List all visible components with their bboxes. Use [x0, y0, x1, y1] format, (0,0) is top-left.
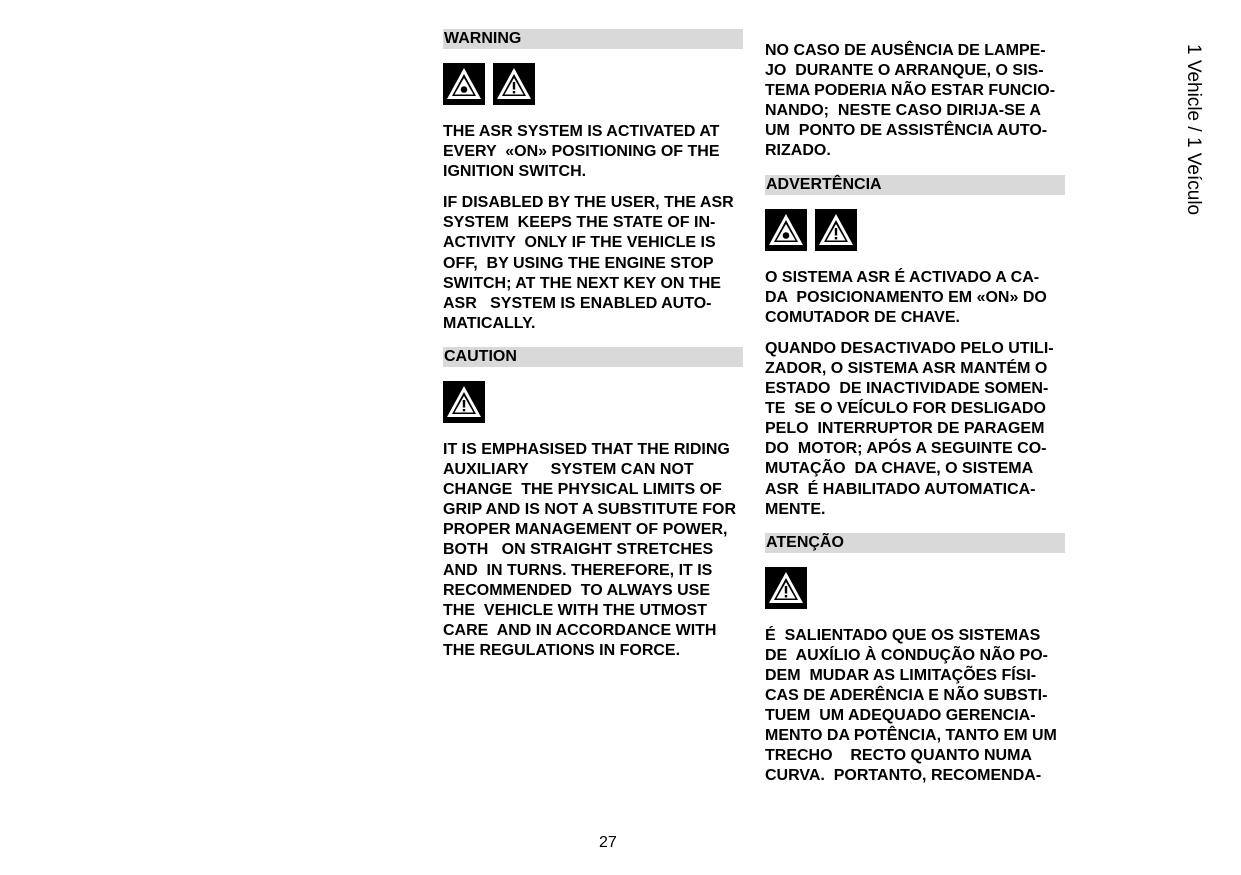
caution-heading: CAUTION	[443, 347, 743, 367]
intro-paragraph: NO CASO DE AUSÊNCIA DE LAMPE- JO DURANTE O ARRANQUE, O SIS- TEMA PODERIA NÃO ESTAR FUNCIO- NANDO; NESTE CASO DIRIJA-SE A UM PONTO DE ASSISTÊNCIA AUTO- RIZADO.	[765, 42, 1056, 160]
warning-paragraph-1: THE ASR SYSTEM IS ACTIVATED AT EVERY «ON» POSITIONING OF THE IGNITION SWITCH.	[443, 123, 720, 181]
warning-triangle-icon	[443, 381, 485, 423]
advertencia-paragraph-1: O SISTEMA ASR É ACTIVADO A CA- DA POSICIONAMENTO EM «ON» DO COMUTADOR DE CHAVE.	[765, 268, 1047, 326]
person-hazard-icon	[765, 209, 807, 251]
warning-heading: WARNING	[443, 29, 743, 49]
warning-icons	[443, 63, 743, 105]
warning-paragraph-2: IF DISABLED BY THE USER, THE ASR SYSTEM KEEPS THE STATE OF IN- ACTIVITY ONLY IF THE VEHICLE IS OFF, BY USING THE ENGINE STOP SWITCH; AT THE NEXT KEY ON THE ASR SYSTEM IS ENABLED AUTO- MATICALLY.	[443, 194, 734, 332]
warning-triangle-icon	[815, 209, 857, 251]
atencao-icons	[765, 567, 1065, 609]
caution-icons	[443, 381, 743, 423]
english-column	[443, 29, 743, 661]
page-number: 27	[599, 834, 617, 851]
chapter-side-label: 1 Vehicle / 1 Veículo	[1183, 44, 1204, 216]
warning-triangle-icon	[493, 63, 535, 105]
advertencia-paragraph-2: QUANDO DESACTIVADO PELO UTILI- ZADOR, O SISTEMA ASR MANTÉM O ESTADO DE INACTIVIDADE SOMEN- TE SE O VEÍCULO FOR DESLIGADO PELO INTERRUPTOR DE PARAGEM DO MOTOR; APÓS A SEGUINTE CO- MUTAÇÃO DA CHAVE, O SISTEMA ASR É HABILITADO AUTOMATICA- MENTE.	[765, 339, 1054, 518]
warning-triangle-icon	[765, 567, 807, 609]
advertencia-heading: ADVERTÊNCIA	[765, 175, 1065, 195]
person-hazard-icon	[443, 63, 485, 105]
advertencia-icons	[765, 209, 1065, 251]
atencao-paragraph: É SALIENTADO QUE OS SISTEMAS DE AUXÍLIO À CONDUÇÃO NÃO PO- DEM MUDAR AS LIMITAÇÕES FÍSI- CAS DE ADERÊNCIA E NÃO SUBSTI- TUEM UM ADEQUADO GERENCIA- MENTO DA POTÊNCIA, TANTO EM UM TRECHO RECTO QUANTO NUMA CURVA. PORTANTO, RECOMENDA-	[765, 626, 1057, 785]
atencao-heading: ATENÇÃO	[765, 533, 1065, 553]
portuguese-column	[765, 41, 1065, 786]
caution-paragraph: IT IS EMPHASISED THAT THE RIDING AUXILIARY SYSTEM CAN NOT CHANGE THE PHYSICAL LIMITS OF GRIP AND IS NOT A SUBSTITUTE FOR PROPER MANAGEMENT OF POWER, BOTH ON STRAIGHT STRETCHES AND IN TURNS. THEREFORE, IT IS RECOMMENDED TO ALWAYS USE THE VEHICLE WITH THE UTMOST CARE AND IN ACCORDANCE WITH THE REGULATIONS IN FORCE.	[443, 440, 737, 659]
